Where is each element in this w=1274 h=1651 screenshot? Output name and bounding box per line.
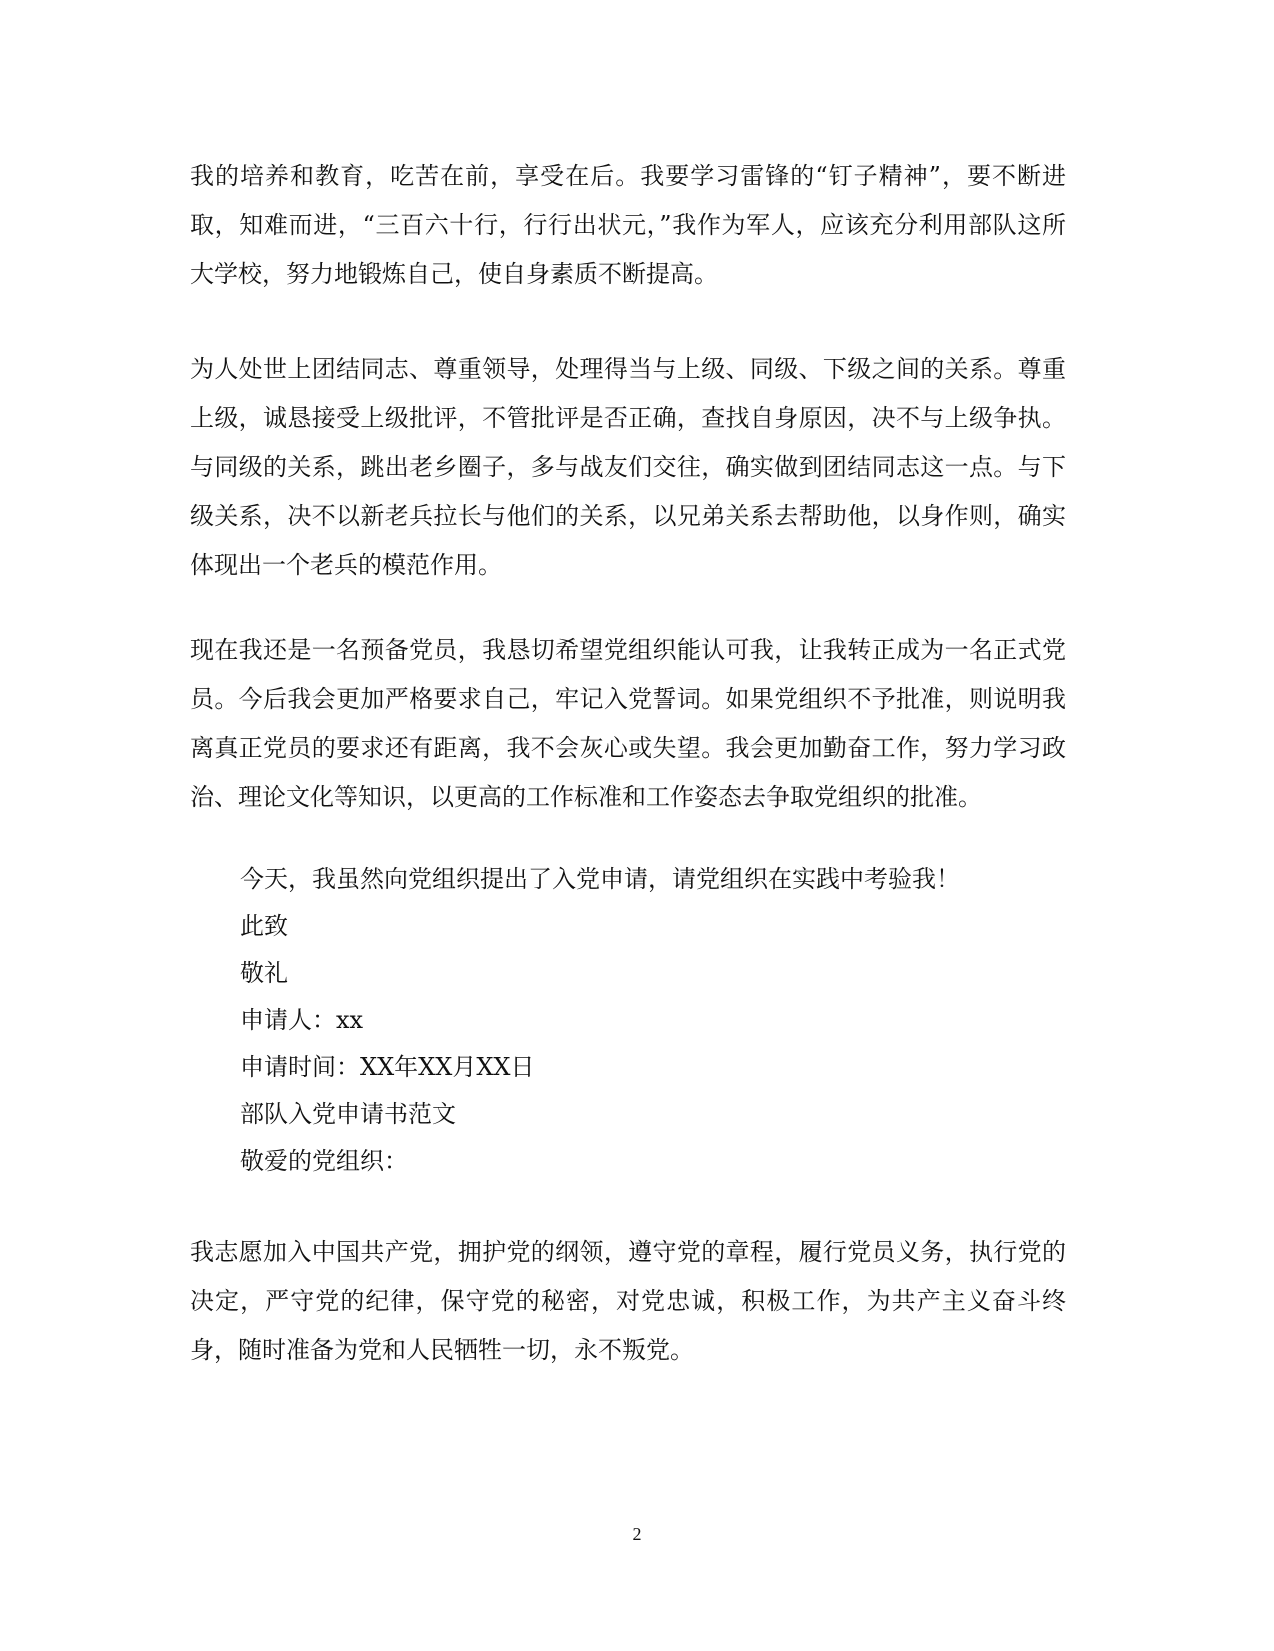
closing-statement: 今天，我虽然向党组织提出了入党申请，请党组织在实践中考验我！ xyxy=(240,865,960,893)
paragraph-self-improvement: 我的培养和教育，吃苦在前，享受在后。我要学习雷锋的“钉子精神”，要不断进取，知难而进，“三百六十行，行行出状元，”我作为军人，应该充分利用部队这所大学校，努力地锻炼自己，使自身素质不断提高。 xyxy=(190,162,1066,288)
applicant-name: 申请人：xx xyxy=(240,1006,364,1034)
section-heading: 部队入党申请书范文 xyxy=(240,1100,456,1128)
application-date: 申请时间：XX年XX月XX日 xyxy=(240,1053,535,1081)
salutation-cizhi: 此致 xyxy=(240,912,288,940)
paragraph-relationships: 为人处世上团结同志、尊重领导，处理得当与上级、同级、下级之间的关系。尊重上级，诚恳接受上级批评，不管批评是否正确，查找自身原因，决不与上级争执。与同级的关系，跳出老乡圈子，多与战友们交往，确实做到团结同志这一点。与下级关系，决不以新老兵拉长与他们的关系，以兄弟关系去帮助他，以身作则，确实体现出一个老兵的模范作用。 xyxy=(190,355,1066,579)
salutation-jingli: 敬礼 xyxy=(240,959,288,987)
greeting: 敬爱的党组织： xyxy=(240,1147,408,1175)
paragraph-probationary-member: 现在我还是一名预备党员，我恳切希望党组织能认可我，让我转正成为一名正式党员。今后我会更加严格要求自己，牢记入党誓词。如果党组织不予批准，则说明我离真正党员的要求还有距离，我不会灰心或失望。我会更加勤奋工作，努力学习政治、理论文化等知识，以更高的工作标准和工作姿态去争取党组织的批准。 xyxy=(190,636,1066,811)
paragraph-oath: 我志愿加入中国共产党，拥护党的纲领，遵守党的章程，履行党员义务，执行党的决定，严守党的纪律，保守党的秘密，对党忠诚，积极工作，为共产主义奋斗终身，随时准备为党和人民牺牲一切，永不叛党。 xyxy=(190,1238,1066,1364)
page-number: 2 xyxy=(632,1524,642,1544)
